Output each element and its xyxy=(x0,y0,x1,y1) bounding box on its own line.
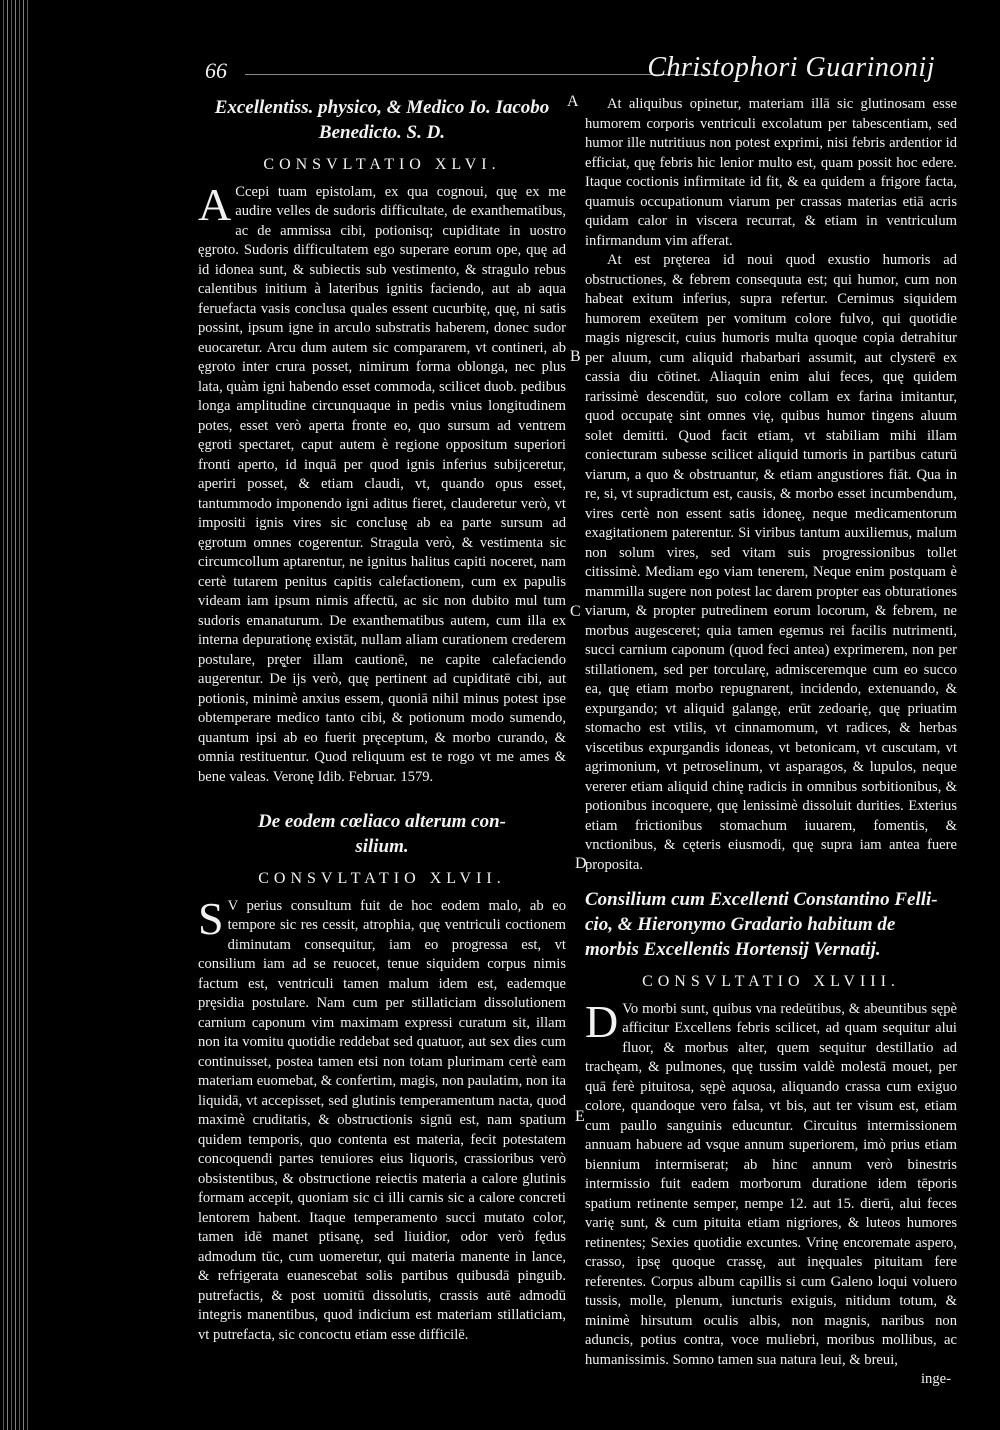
margin-letter-e: E xyxy=(575,1108,585,1125)
drop-cap: A xyxy=(198,178,232,230)
consultation-48-heading xyxy=(585,887,957,962)
running-header xyxy=(205,52,965,92)
consultation-46-label: CONSVLTATIO XLVI. xyxy=(263,156,501,173)
heading-line: Consilium cum Excellenti Constantino Felli- xyxy=(585,889,938,910)
consultation-48-text xyxy=(585,995,957,1371)
margin-letter-b: B xyxy=(570,348,581,365)
heading-line: cio, & Hieronymo Gradario habitum de xyxy=(585,914,896,935)
margin-letter-d: D xyxy=(575,855,587,872)
body-text: Vo morbi sunt, quibus vna redeūtibus, & abeuntibus sępè afficitur Excellens febris scilicet, ad quam sequitur alui fluor, & morbus alter, quem sequitur destillatio ad trachęam, & pulmones, quę tussim valdè molestā mouet, per quā ferè pituitosa, sępè aquosa, aliquando crassa cum exiguo colore, quandoque vero falsa, vt bis, aut ter visum est, etiam cum paullo sanguinis educuntur. Circuitus intermissionem annuam habuere ad vsque annum superiorem, imò prius etiam biennium intermiserat; ab hinc annum verò binestris intermissio fuit eadem morborum duratione idem tēporis spatium retinente semper, nempe 12. aut 15. dierū, alui feces varię sunt, & cum pituita etiam nigriores, & luteos humores retinentes; Sexies quotidie excuntes. Vrinę encoremate aspero, crasso, ipsę quoque crassę, aut inęquales pituitam fere referentes. Corpus album capillis si cum Galeno loqui voluero tussis, molle, plenum, iuncturis exiguis, nitidum totum, & minimè hirsutum oculis albis, non magnis, naribus non aduncis, potius contra, voce muliebri, moribus mollibus, ac humanissimis. Somno tamen sua natura leui, & breui, xyxy=(585,1000,957,1368)
margin-letter-c: C xyxy=(570,603,581,620)
consultation-47-label: CONSVLTATIO XLVII. xyxy=(258,870,506,887)
heading-line: morbis Excellentis Hortensij Vernatij. xyxy=(585,939,881,960)
catchword: inge- xyxy=(921,1371,951,1387)
heading-line: Excellentiss. physico, & Medico Io. Iacobo xyxy=(214,97,550,118)
body-text: V perius consultum fuit de hoc eodem malo, ab eo tempore sic res cessit, atrophia, quę ventriculi coctionem diminutam consequitur, iam eo progressa est, vt consilium iam ad se reuocet, tenue siquidem corpus nimis factum est, ventriculi tamen malum idem est, eademque pręsidia postulare. Nam cum per stillaticiam dissolutionem carnium caponum vim maximam expressi curatum sit, illam non ita vomitu quotidie reddebat sed quatuor, aut sex dies cum continuisset, postea tamen etsi non totam plurimam certè eam materiam euomebat, & confertim, magis, non paulatim, non ita liquidā, vt accepisset, sed glutinis temperamentum nacta, quod maximè cruditatis, & obstructionis signū est, nam spatium quidem temporis, quo contenta est materia, fecit potestatem concoquendi partes tenuiores eius liquoris, crassioribus verò obsistentibus, & obstructione reiectis materia a calore glutinis formam accepit, quoniam sic ci illi carnis sic a calore concreti lentorem habent. Itaque temperamento succi mutato color, tamen idē manet ptisanę, sed liuidior, odor verò fędus admodum tūc, cum uomeretur, qui materia manente in lance, & refrigerata euanescebat solis partibus quibusdā pinguib. putrefactis, & post uomitū dissolutis, crassis autē admodū integris manentibus, quod indicium est materiam stillaticiam, vt putrefacta, sic concoctu etiam esse difficilē. xyxy=(198,897,566,1343)
running-title: Christophori Guarinonij xyxy=(647,52,935,83)
margin-letter-a: A xyxy=(567,93,579,110)
drop-cap: D xyxy=(585,995,619,1047)
drop-cap: S xyxy=(198,892,224,944)
heading-line: De eodem cœliaco alterum con- xyxy=(257,811,506,832)
consultation-48-label: CONSVLTATIO XLVIII. xyxy=(642,973,900,990)
consultation-46-heading xyxy=(198,95,566,145)
paragraph: At est pręterea id noui quod exustio humoris ad obstructiones, & febrem consequuta est; qui humor, cum non habeat exitum inferius, supra refertur. Cernimus siquidem humorem exeūtem per vomitum colore fulvo, qui quotidie magis nigrescit, cuius humoris multa quoque copia detrahitur per aluum, cum aliquid rhabarbari assumit, aut clysterē ex cassia diu cōtinet. Aliaquin enim alui feces, quę quidem rarissimè descendūt, suo colore collam ex farina imitantur, quod occupatę sint omnes vię, quibus humor tingens aluum solet demitti. Quod facit etiam, vt stabiliam mihi illam coniecturam subesse scilicet aliquid tumoris in partibus caturū viarum, a quo & obstruantur, & etiam angustiores fiāt. Qua in re, si, vt supradictum est, causis, & morbo esset incumbendum, vires certè non essent satis idoneę, neque medicamentorum exagitationem paterentur. Si viribus tantum auxiliemus, malum non solum vires, sed vitam suis progressionibus tollet citissimè. Mediam ego viam tenerem, Neque enim postquam è mammilla sugere non potest lac darem propter eas obturationes viarum, & propter putredinem eorum locorum, & febrem, ne morbus augesceret; quia tamen egemus rei facilis nutrimenti, succi carnium caponum (quod feci antea) exprimerem, non per stillationem, sed per torcularę, admisceremque cum eo succo ea, quę etiam morbo repugnarent, incidendo, extenuando, & expurgando; vt aliquid galangę, erūt zedoarię, quę priuatim stomacho est vtilis, vt cinnamomum, vt radices, & herbas viscetibus expurgandis idoneas, vt betonicam, vt cuscutam, vt agrimonium, vt petroselinum, vt asparagos, & lupulos, neque vererer etiam aliquid chinę radicis in omnibus sorbitionibus, & potionibus incoquere, quę lenissimè dissoluit durities. Exterius etiam frictionibus stomachum iuuarem, fomentis, & vnctionibus, & cęteris eiusmodi, quę supra iam antea fuere proposita. xyxy=(585,252,957,873)
consultation-47-text xyxy=(198,892,566,1346)
consultation-46-text xyxy=(198,178,566,788)
page-number: 66 xyxy=(205,58,227,83)
left-column xyxy=(198,95,566,1345)
consultation-47-heading xyxy=(198,809,566,859)
right-column xyxy=(585,95,957,1390)
body-text: Ccepi tuam epistolam, ex qua cognoui, quę ex me audire velles de sudoris difficultate, de exanthematibus, ac de ammissa cibi, potionisq; cupiditate in uostro ęgroto. Sudoris difficultatem ego superare eorum ope, quę ad id idonea sunt, & subiectis sub vestimento, & stragulo rebus calentibus initium à lateribus ignitis faciendo, aut ab aqua feruefacta vasis conclusa quales essent cucurbitę, quę, ni satis possint, ipsum igne in arculo substratis haberem, donec sudor euocaretur. Arcu dum autem sic compararem, vt contineri, ab ęgroto inter crura posset, nimirum forma oblonga, nec plus lata, quàm igni habendo esset commoda, scilicet duob. pedibus longa amplitudine circunquaque in pedis vnius longitudinem potes, esset verò aperta fronte eo, quo sursum ad ventrem ęgroti spectaret, caput autem è regione oppositum superiori fronti aperto, id inquā per quod ignis inferius subijceretur, aperiri posset, & etiam claudi, vt, quando opus esset, tantummodo imponendo igni aditus fieret, clauderetur verò, vt impositi ignis vires sic conclusę ab ea parte sursum ad ęgrotum omnes cogerentur. Stragula verò, & vestimenta sic circumcollum aptarentur, ne ignitus halitus capiti noceret, nam certè tutarem penitus capitis calefactionem, cum ex papulis videam iam ipsum nimis affectū, ac sic non dubito mul tum sudoris emanaturum. De exanthematibus autem, cum illa ex interna depurationę existāt, nullam aliam curationem crederem postulare, prę̨ter illam cautionē, ne capite calefaciendo augerentur. De ijs verò, quę pertinent ad cupiditatē cibi, aut potionis, minimè anxius essem, quoniā nihil minus potest ipse obtemperare medico tanto cibi, & potionum modo sumendo, quantum ipsi ab eo fuerit pręceptum, & morbo curando, & omnia restituentur. Quod reliquum est te rogo vt me ames & bene valeas. Veronę Idib. Februar. 1579. xyxy=(198,183,566,785)
header-rule xyxy=(245,74,715,75)
section-gap xyxy=(198,787,566,809)
heading-line: silium. xyxy=(355,836,409,857)
paragraph: At aliquibus opinetur, materiam illā sic glutinosam esse humorem corporis ventriculi excolatum per tabescentiam, sed humor ille nutritiuus non potest exprimi, nisi febris ardentior id efficiat, quę febris hic lenior multo est, quam possit hoc edere. Itaque coctionis infirmitate id fit, & ea quidem a frigore facta, quamuis occupationum viarum per crassas materias etiā acris quidam calor in viscera recurrat, & etiam in ventriculum infirmandum vim afferat. xyxy=(585,96,957,249)
book-binding-edge xyxy=(0,0,30,1430)
section-gap xyxy=(585,875,957,887)
heading-line: Benedicto. S. D. xyxy=(318,122,446,143)
